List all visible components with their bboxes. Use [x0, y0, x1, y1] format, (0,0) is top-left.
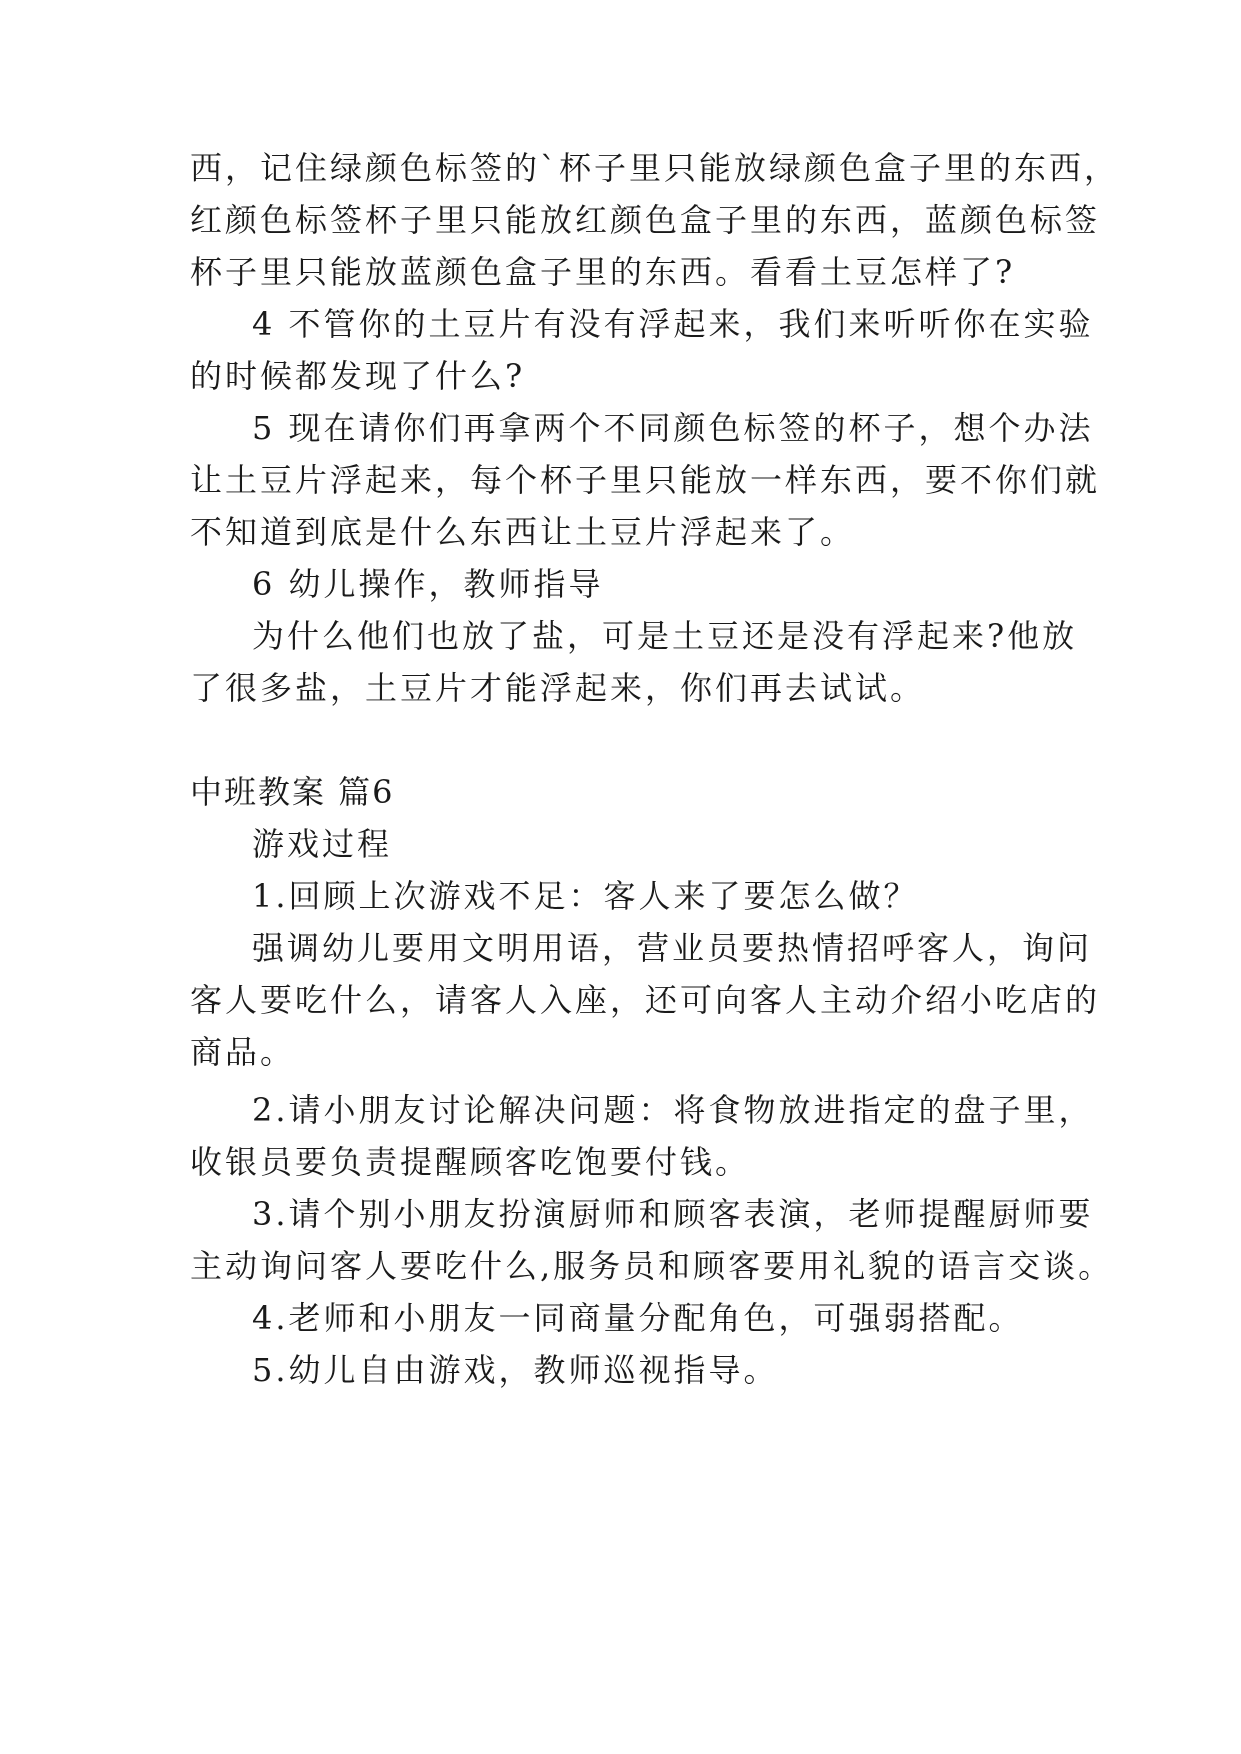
section-heading: 中班教案 篇6	[190, 773, 395, 811]
text-line: 4 不管你的土豆片有没有浮起来，我们来听听你在实验	[252, 305, 1094, 343]
subsection-heading: 游戏过程	[252, 825, 393, 863]
text-line: 主动询问客人要吃什么,服务员和顾客要用礼貌的语言交谈。	[190, 1247, 1114, 1285]
text-line: 2.请小朋友讨论解决问题：将食物放进指定的盘子里，	[252, 1091, 1094, 1129]
text-line: 杯子里只能放蓝颜色盒子里的东西。看看土豆怎样了?	[190, 253, 1016, 291]
text-line: 收银员要负责提醒顾客吃饱要付钱。	[190, 1143, 751, 1181]
text-line: 让土豆片浮起来，每个杯子里只能放一样东西，要不你们就	[190, 461, 1101, 499]
text-line: 5 现在请你们再拿两个不同颜色标签的杯子，想个办法	[252, 409, 1094, 447]
text-line: 3.请个别小朋友扮演厨师和顾客表演，老师提醒厨师要	[252, 1195, 1094, 1233]
text-line: 红颜色标签杯子里只能放红颜色盒子里的东西，蓝颜色标签	[190, 201, 1101, 239]
text-line: 4.老师和小朋友一同商量分配角色，可强弱搭配。	[252, 1299, 1024, 1337]
text-line: 西，记住绿颜色标签的`杯子里只能放绿颜色盒子里的东西，	[190, 149, 1120, 187]
text-line: 商品。	[190, 1033, 296, 1071]
text-line: 的时候都发现了什么?	[190, 357, 526, 395]
text-line: 1.回顾上次游戏不足：客人来了要怎么做？	[252, 877, 919, 915]
text-line: 为什么他们也放了盐，可是土豆还是没有浮起来?他放	[252, 617, 1078, 655]
text-line: 不知道到底是什么东西让土豆片浮起来了。	[190, 513, 856, 551]
text-line: 6 幼儿操作，教师指导	[252, 565, 604, 603]
text-line: 5.幼儿自由游戏，教师巡视指导。	[252, 1351, 779, 1389]
text-line: 强调幼儿要用文明用语，营业员要热情招呼客人，询问	[252, 929, 1093, 967]
text-line: 了很多盐，土豆片才能浮起来，你们再去试试。	[190, 669, 926, 707]
text-line: 客人要吃什么，请客人入座，还可向客人主动介绍小吃店的	[190, 981, 1101, 1019]
